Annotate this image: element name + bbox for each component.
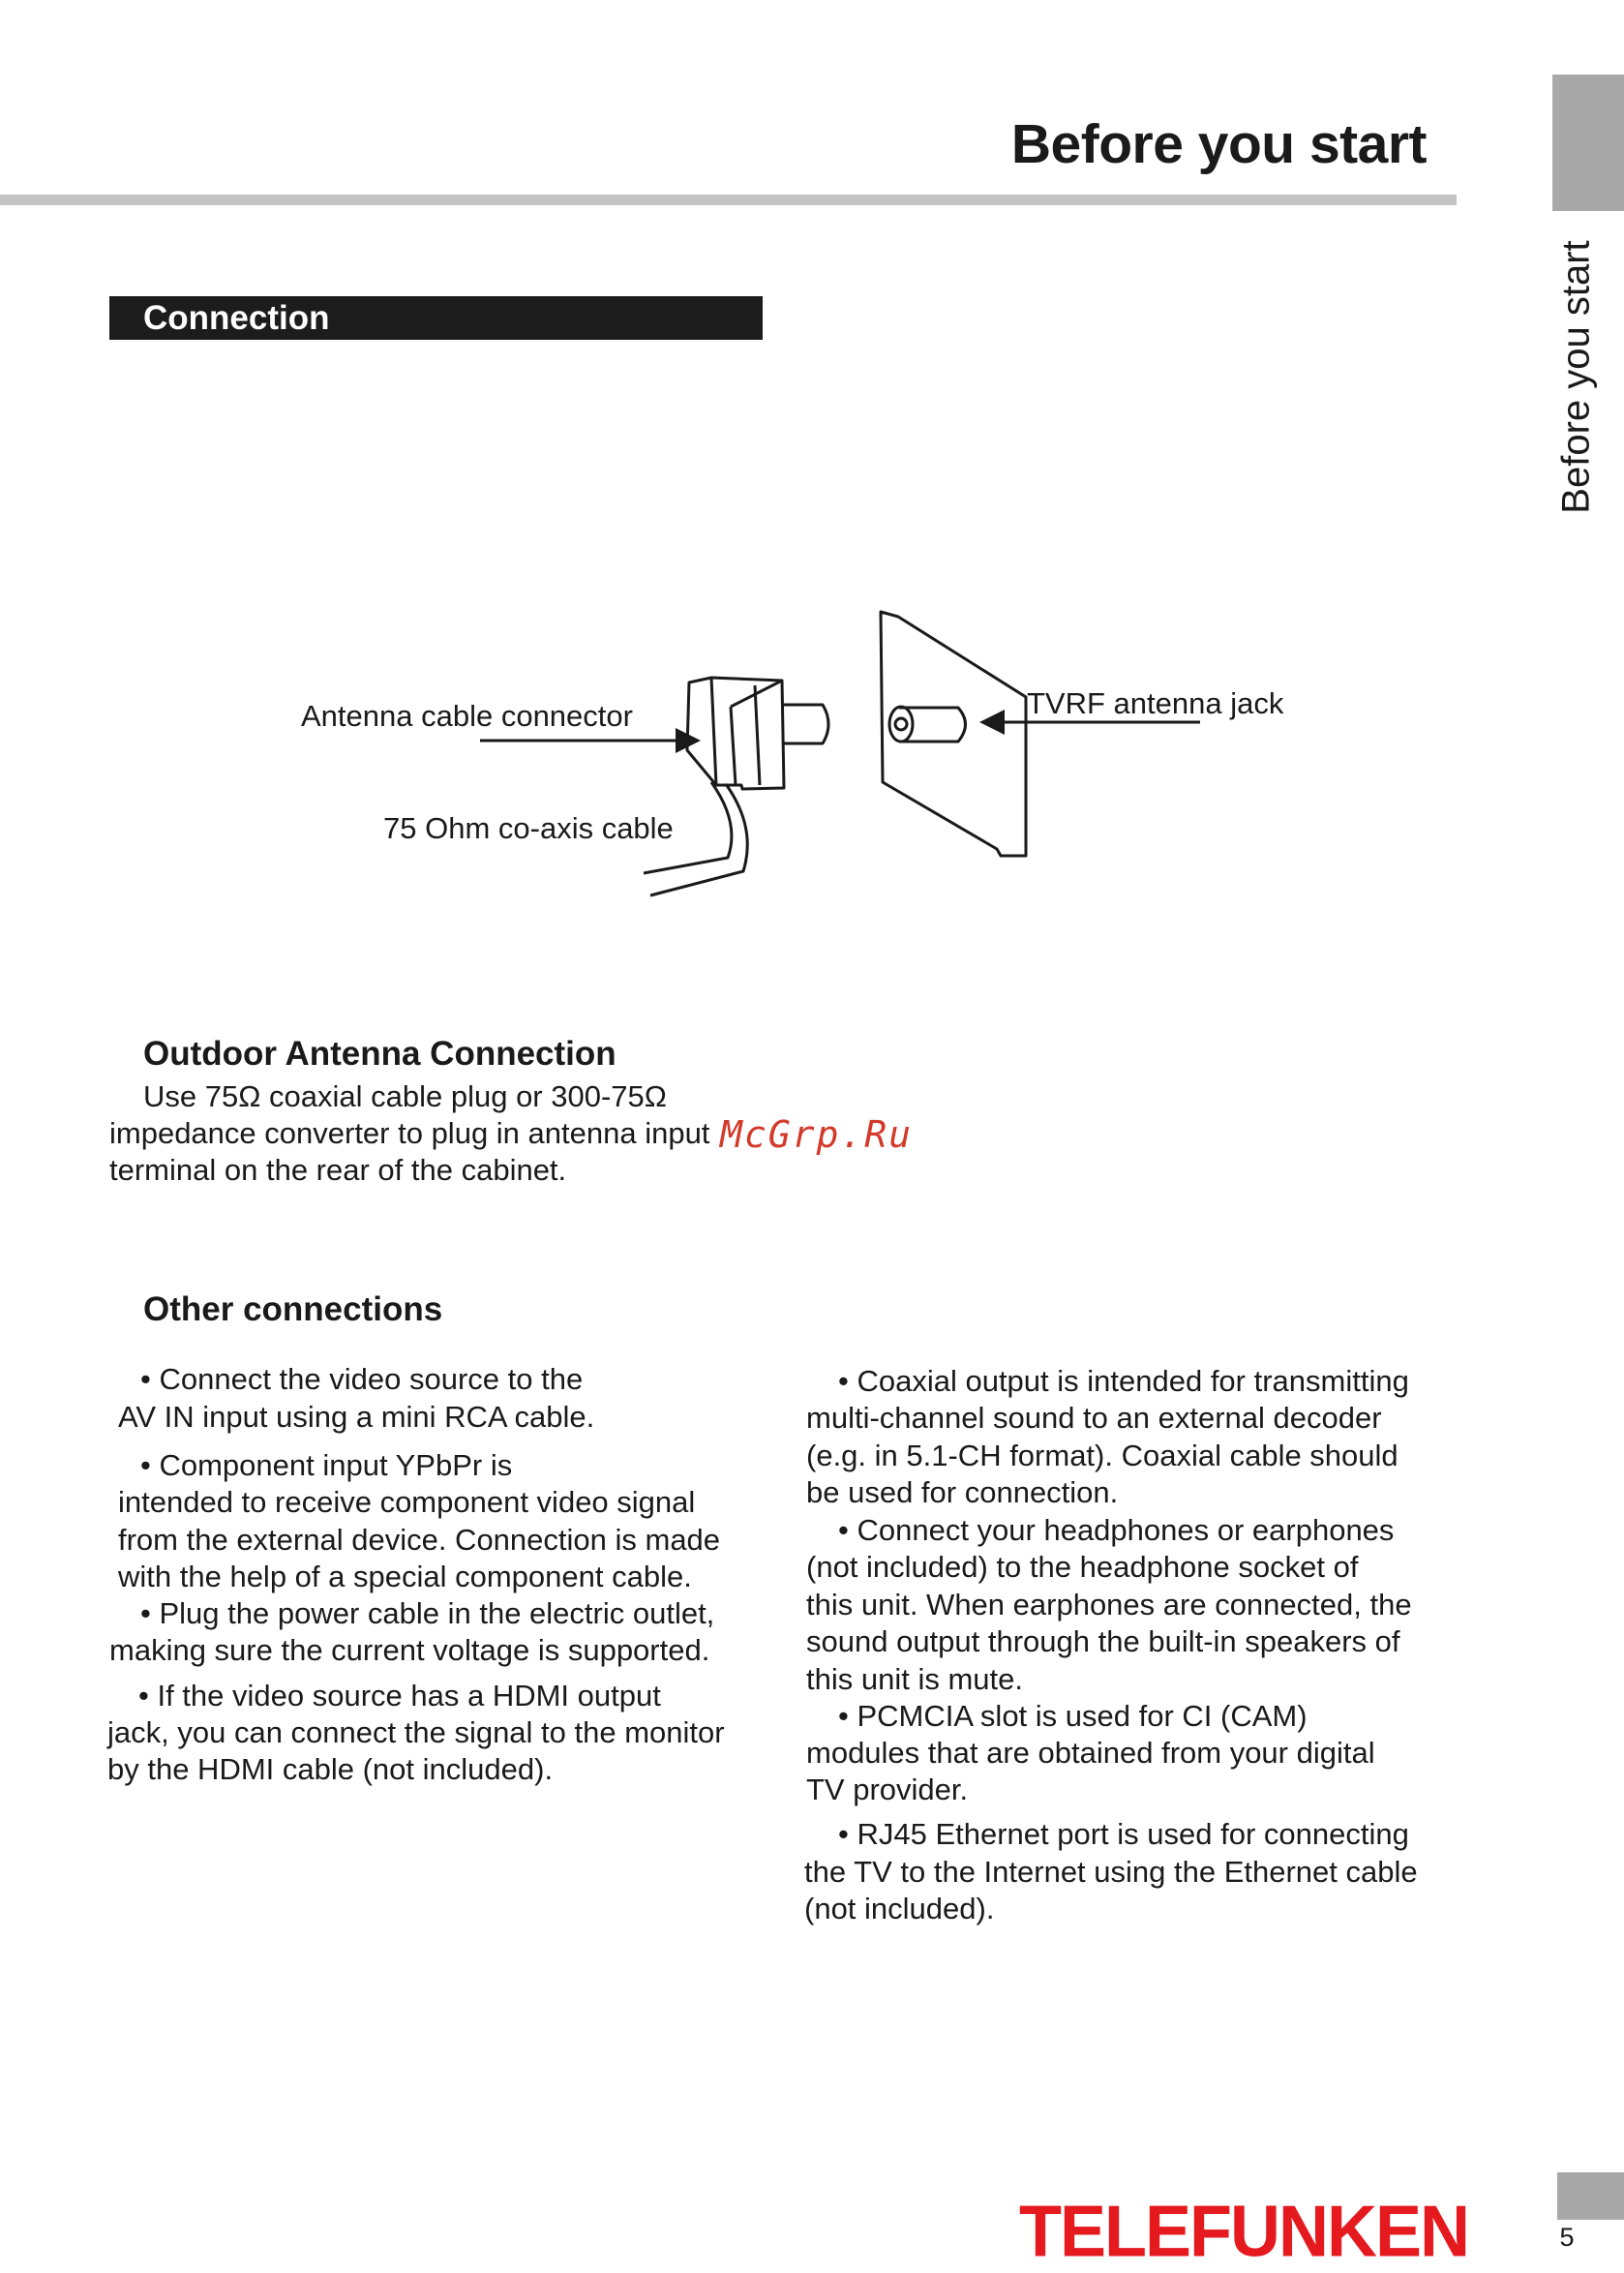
label-antenna-cable-connector: Antenna cable connector: [301, 699, 633, 733]
heading-outdoor-antenna: Outdoor Antenna Connection: [143, 1035, 617, 1073]
right-column-line: • RJ45 Ethernet port is used for connecting: [838, 1817, 1409, 1851]
left-column-line: making sure the current voltage is supported.: [109, 1633, 710, 1667]
side-tab-marker: [1552, 75, 1624, 211]
title-divider: [0, 195, 1457, 205]
connector-edge-1: [711, 678, 716, 785]
left-column-line: intended to receive component video signal: [118, 1485, 696, 1519]
right-column-line: sound output through the built-in speakers of: [806, 1624, 1400, 1658]
section-title-connection: Connection: [109, 296, 763, 340]
outdoor-text-line: terminal on the rear of the cabinet.: [109, 1153, 567, 1187]
right-column-line: multi-channel sound to an external decoder: [806, 1401, 1382, 1435]
side-section-label-text: Before you start: [1554, 239, 1598, 514]
page-number-tab: [1557, 2172, 1624, 2220]
connector-edge-2: [731, 707, 736, 785]
outdoor-text-line: Use 75Ω coaxial cable plug or 300-75Ω: [143, 1079, 667, 1113]
right-column-line: (e.g. in 5.1-CH format). Coaxial cable should: [806, 1439, 1398, 1472]
outdoor-text-line: impedance converter to plug in antenna input: [109, 1116, 710, 1150]
side-section-label: [1543, 236, 1610, 517]
right-column-line: TV provider.: [806, 1773, 969, 1806]
left-column-line: by the HDMI cable (not included).: [107, 1752, 554, 1786]
antenna-diagram-svg: [0, 581, 1452, 910]
right-column-line: (not included) to the headphone socket of: [806, 1550, 1359, 1584]
label-tvrf-antenna-jack: TVRF antenna jack: [1027, 686, 1284, 720]
right-column-line: modules that are obtained from your digital: [806, 1736, 1375, 1770]
watermark: McGrp.Ru: [720, 1113, 914, 1156]
antenna-jack-rim: [889, 707, 913, 742]
right-column-line: (not included).: [804, 1892, 995, 1925]
connector-pin: [782, 705, 828, 743]
connector-edge-3: [755, 685, 760, 785]
page-title: Before you start: [1010, 113, 1427, 175]
antenna-connection-diagram: [0, 581, 1452, 910]
left-column-line: with the help of a special component cable.: [118, 1560, 692, 1593]
right-column-line: this unit is mute.: [806, 1662, 1023, 1696]
heading-other-connections: Other connections: [143, 1290, 443, 1328]
left-column-line: • Connect the video source to the: [140, 1362, 584, 1396]
right-column-line: be used for connection.: [806, 1475, 1119, 1509]
left-column-line: • Plug the power cable in the electric outlet,: [140, 1596, 715, 1630]
right-column-line: • Connect your headphones or earphones: [838, 1513, 1395, 1547]
right-column-line: • Coaxial output is intended for transmitting: [838, 1364, 1409, 1398]
right-column-line: • PCMCIA slot is used for CI (CAM): [838, 1699, 1308, 1733]
left-column-line: • If the video source has a HDMI output: [138, 1679, 661, 1712]
left-column-line: from the external device. Connection is made: [118, 1523, 721, 1557]
label-coaxis-cable: 75 Ohm co-axis cable: [383, 811, 674, 845]
right-column-line: this unit. When earphones are connected, the: [806, 1588, 1412, 1621]
antenna-jack-hole: [895, 718, 907, 730]
telefunken-logo: TELEFUNKEN: [1019, 2191, 1468, 2273]
left-column-line: AV IN input using a mini RCA cable.: [118, 1400, 595, 1434]
left-column-line: • Component input YPbPr is: [140, 1448, 513, 1482]
page-number: 5: [1559, 2223, 1575, 2252]
arrow-jack-head: [979, 710, 1005, 735]
right-column-line: the TV to the Internet using the Ethernet cable: [804, 1855, 1418, 1889]
left-column-line: jack, you can connect the signal to the monitor: [107, 1715, 725, 1749]
